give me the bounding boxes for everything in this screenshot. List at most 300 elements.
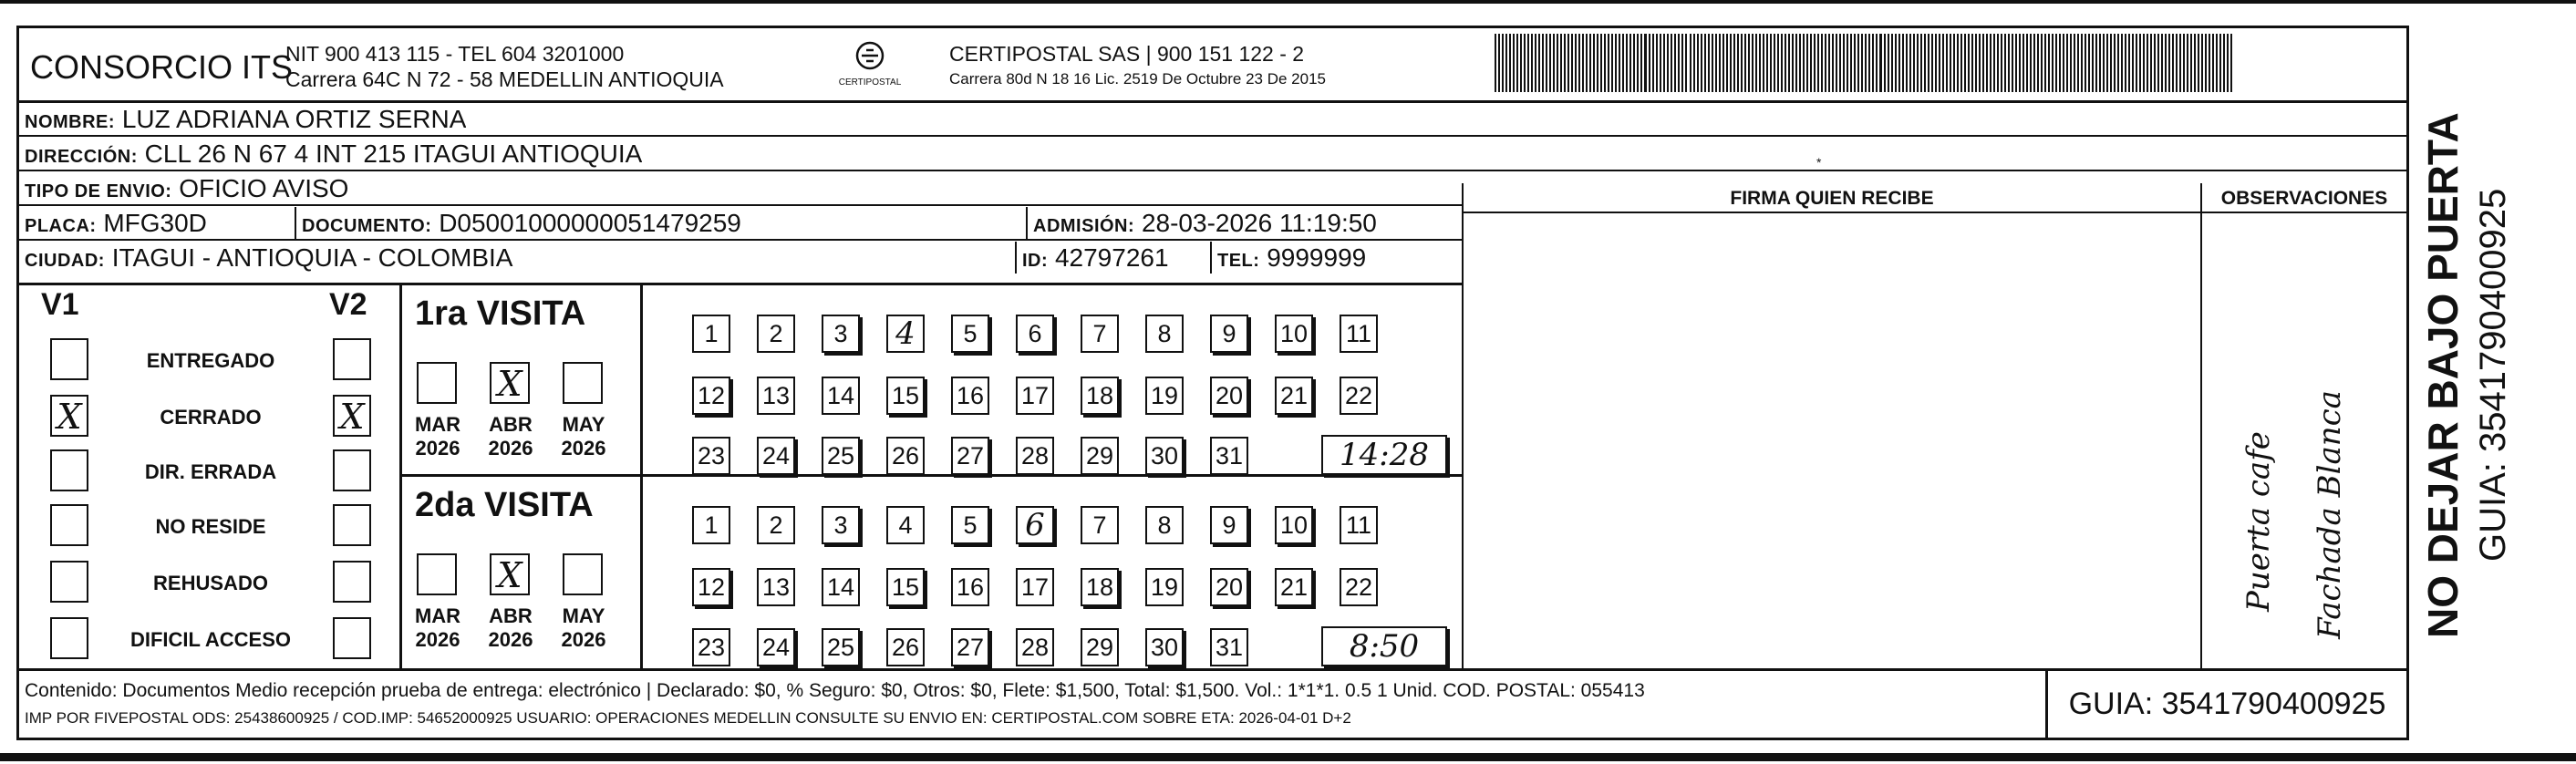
day-box-17[interactable]: 17	[1016, 568, 1054, 606]
barcode-bar	[1891, 34, 1893, 92]
barcode-bar	[1701, 34, 1702, 92]
barcode-bar	[1876, 34, 1878, 92]
barcode-bar	[2117, 34, 2119, 92]
barcode-bar	[1865, 34, 1867, 92]
day-box-13[interactable]: 13	[757, 568, 795, 606]
barcode-bar	[1505, 34, 1507, 92]
day-box-9[interactable]: 9	[1210, 315, 1248, 353]
contenido-line: Contenido: Documentos Medio recepción prueba de entrega: electrónico | Declarado: $0, % Seguro: $0, Otros: $0, Flete: $1,500, Total: $1,500. Vol.: 1*1*1. 0.5 1 Unid. COD. POSTAL: 055413	[25, 680, 1645, 701]
day-box-17[interactable]: 17	[1016, 377, 1054, 415]
barcode-bar	[1935, 34, 1937, 92]
barcode-bar	[1546, 34, 1547, 92]
barcode-bar	[1674, 34, 1676, 92]
second-visit-title: 2da VISITA	[415, 486, 594, 524]
day-box-7[interactable]: 7	[1081, 315, 1119, 353]
day-box-23[interactable]: 23	[692, 628, 730, 666]
barcode-bar	[1527, 34, 1529, 92]
day-box-24[interactable]: 24	[757, 628, 795, 666]
day-box-15[interactable]: 15	[886, 377, 925, 415]
v1-check-mark	[52, 563, 87, 601]
barcode-bar	[2106, 34, 2108, 92]
barcode-bar	[1872, 34, 1874, 92]
month-checkbox[interactable]	[417, 362, 457, 404]
month-year: 2026	[561, 437, 606, 459]
barcode-bar	[1608, 34, 1609, 92]
barcode-bar	[1704, 34, 1706, 92]
barcode-bar	[1839, 34, 1841, 92]
address-line: Carrera 64C N 72 - 58 MEDELLIN ANTIOQUIA	[285, 67, 724, 91]
barcode-bar	[2092, 34, 2094, 92]
first-visit-months	[402, 285, 643, 477]
barcode-bar	[1571, 34, 1573, 92]
barcode-bar	[1850, 34, 1852, 92]
barcode-bar	[1931, 34, 1933, 92]
day-box-15[interactable]: 15	[886, 568, 925, 606]
status-option-label: DIR. ERRADA	[144, 460, 277, 483]
month-label	[406, 413, 470, 460]
second-visit-panel	[402, 477, 1462, 668]
day-box-3[interactable]: 3	[822, 506, 860, 544]
day-box-11[interactable]: 11	[1340, 506, 1378, 544]
placa-value: MFG30D	[103, 209, 207, 237]
barcode-bar	[1535, 34, 1536, 92]
v2-checkbox[interactable]	[333, 449, 371, 491]
day-box-6[interactable]: 6	[1016, 315, 1054, 353]
ciudad-row	[19, 242, 1462, 285]
barcode-bar	[1843, 34, 1845, 92]
day-box-16[interactable]: 16	[951, 568, 989, 606]
v2-check-mark: X	[339, 397, 365, 437]
day-box-29[interactable]: 29	[1081, 437, 1119, 475]
first-visit-title: 1ra VISITA	[415, 294, 586, 333]
barcode-bar	[1825, 34, 1826, 92]
day-box-31[interactable]: 31	[1210, 437, 1248, 475]
day-box-28[interactable]: 28	[1016, 628, 1054, 666]
day-box-13[interactable]: 13	[757, 377, 795, 415]
month-checkbox[interactable]	[563, 553, 603, 595]
barcode-bar	[1622, 34, 1624, 92]
barcode-bar	[2168, 34, 2170, 92]
v2-checkbox[interactable]	[333, 561, 371, 603]
barcode-bar	[2161, 34, 2163, 92]
barcode-bar	[1557, 34, 1558, 92]
month-name: MAR	[414, 604, 461, 627]
day-box-14[interactable]: 14	[822, 377, 860, 415]
barcode-bar	[1763, 34, 1764, 92]
barcode-bar	[2209, 34, 2210, 92]
barcode-bar	[1663, 34, 1665, 92]
observaciones-column	[2200, 183, 2406, 668]
barcode-bar	[1913, 34, 1915, 92]
barcode-bar	[1708, 34, 1710, 92]
barcode-bar	[1597, 34, 1598, 92]
barcode-bar	[2033, 34, 2035, 92]
barcode-bar	[1777, 34, 1779, 92]
barcode-bar	[1832, 34, 1834, 92]
v1-check-mark: X	[57, 397, 82, 437]
barcode-bar	[1495, 34, 1496, 92]
barcode-bar	[1917, 34, 1919, 92]
day-box-16[interactable]: 16	[951, 377, 989, 415]
barcode-bar	[2190, 34, 2192, 92]
barcode-bar	[1810, 34, 1812, 92]
v2-check-mark	[335, 619, 369, 657]
barcode-bar	[1513, 34, 1515, 92]
nombre-row	[19, 103, 2406, 137]
id-label: ID:	[1022, 251, 1049, 271]
placa-label: PLACA:	[25, 216, 97, 236]
barcode-bar	[1719, 34, 1721, 92]
day-box-21[interactable]: 21	[1275, 377, 1313, 415]
barcode-bar	[1861, 34, 1863, 92]
barcode-bar	[1649, 34, 1650, 92]
barcode-bar	[1678, 34, 1680, 92]
month-check-mark	[564, 364, 601, 402]
barcode-bar	[1693, 34, 1695, 92]
brand-name: CONSORCIO ITS	[30, 48, 294, 86]
day-box-22[interactable]: 22	[1340, 377, 1378, 415]
status-option-label: ENTREGADO	[146, 349, 275, 372]
day-box-9[interactable]: 9	[1210, 506, 1248, 544]
barcode-bar	[1626, 34, 1628, 92]
barcode-bar	[1781, 34, 1783, 92]
day-box-10[interactable]: 10	[1275, 506, 1313, 544]
observacion-line-1: Puerta cafe	[2240, 431, 2277, 612]
day-box-25[interactable]: 25	[822, 437, 860, 475]
side-guia-number: GUIA: 3541790400925	[2473, 188, 2513, 562]
day-box-6[interactable]	[1016, 506, 1054, 544]
barcode-bar	[2063, 34, 2064, 92]
day-box-27[interactable]: 27	[951, 628, 989, 666]
day-box-1[interactable]: 1	[692, 506, 730, 544]
barcode-bar	[2205, 34, 2207, 92]
firma-column	[1462, 183, 2200, 668]
day-box-10[interactable]: 10	[1275, 315, 1313, 353]
day-box-3[interactable]: 3	[822, 315, 860, 353]
day-box-26[interactable]: 26	[886, 628, 925, 666]
barcode-bar	[1681, 34, 1683, 92]
barcode-bar	[2004, 34, 2006, 92]
id-value: 42797261	[1054, 243, 1169, 272]
month-check-mark: X	[497, 555, 522, 595]
barcode-bar	[2026, 34, 2028, 92]
barcode-bar	[2074, 34, 2075, 92]
month-year: 2026	[488, 437, 533, 459]
month-year: 2026	[415, 437, 460, 459]
barcode-bar	[2023, 34, 2024, 92]
v1-check-mark	[52, 619, 87, 657]
month-checkbox[interactable]	[417, 553, 457, 595]
visit-time-handwritten: 8:50	[1321, 626, 1447, 666]
day-box-30[interactable]: 30	[1145, 437, 1184, 475]
barcode-bar	[1895, 34, 1897, 92]
barcode-bar	[2176, 34, 2178, 92]
barcode-bar	[1770, 34, 1772, 92]
day-box-1[interactable]: 1	[692, 315, 730, 353]
direccion-value: CLL 26 N 67 4 INT 215 ITAGUI ANTIOQUIA	[144, 139, 643, 168]
barcode-bar	[1586, 34, 1588, 92]
barcode-bar	[1671, 34, 1672, 92]
barcode-bar	[1611, 34, 1613, 92]
ciudad-value: ITAGUI - ANTIOQUIA - COLOMBIA	[111, 243, 513, 272]
placa-row	[19, 207, 1462, 241]
barcode-bar	[1575, 34, 1577, 92]
barcode-bar	[2139, 34, 2141, 92]
barcode-bar	[1553, 34, 1555, 92]
barcode-bar	[1957, 34, 1959, 92]
barcode-bar	[2172, 34, 2174, 92]
barcode-bar	[1902, 34, 1904, 92]
month-name: MAY	[562, 413, 605, 436]
barcode-bar	[1755, 34, 1757, 92]
barcode-bar	[1549, 34, 1551, 92]
barcode-bar	[1774, 34, 1775, 92]
barcode-bar	[1803, 34, 1805, 92]
barcode-bar	[1744, 34, 1746, 92]
barcode-bar	[2019, 34, 2021, 92]
day-box-20[interactable]: 20	[1210, 377, 1248, 415]
barcode-bar	[2114, 34, 2116, 92]
barcode-bar	[1615, 34, 1617, 92]
first-visit-panel	[402, 285, 1462, 477]
day-box-25[interactable]: 25	[822, 628, 860, 666]
barcode-bar	[1538, 34, 1540, 92]
day-box-19[interactable]: 19	[1145, 377, 1184, 415]
barcode-bar	[1975, 34, 1977, 92]
month-check-mark	[564, 555, 601, 594]
barcode-bar	[1589, 34, 1591, 92]
day-box-5[interactable]: 5	[951, 315, 989, 353]
barcode-bar	[1752, 34, 1754, 92]
barcode-bar	[2154, 34, 2156, 92]
day-box-29[interactable]: 29	[1081, 628, 1119, 666]
barcode-bar	[1964, 34, 1966, 92]
barcode-bar	[2008, 34, 2010, 92]
barcode-bar	[2037, 34, 2039, 92]
barcode-bar	[1898, 34, 1900, 92]
day-box-21[interactable]: 21	[1275, 568, 1313, 606]
day-box-4[interactable]	[886, 315, 925, 353]
day-box-8[interactable]: 8	[1145, 315, 1184, 353]
barcode-bar	[1690, 34, 1691, 92]
barcode-bar	[1629, 34, 1631, 92]
barcode-bar	[1498, 34, 1500, 92]
month-label	[479, 413, 543, 460]
barcode-bar	[2223, 34, 2225, 92]
v2-checkbox[interactable]	[333, 617, 371, 659]
barcode-bar	[1633, 34, 1635, 92]
v2-check-mark	[335, 340, 369, 378]
day-box-28[interactable]: 28	[1016, 437, 1054, 475]
barcode-bar	[1854, 34, 1856, 92]
v2-check-mark	[335, 506, 369, 544]
barcode-bar	[1950, 34, 1951, 92]
nombre-label: NOMBRE:	[25, 112, 116, 132]
ciudad-label: CIUDAD:	[25, 251, 105, 271]
visit-time-handwritten: 14:28	[1321, 435, 1447, 475]
barcode-bar	[2128, 34, 2130, 92]
status-option-label: DIFICIL ACCESO	[129, 628, 291, 651]
barcode-bar	[1644, 34, 1647, 92]
month-label	[552, 413, 616, 460]
barcode-bar	[2143, 34, 2145, 92]
v2-checkbox[interactable]	[333, 338, 371, 380]
barcode-bar	[2001, 34, 2002, 92]
day-box-8[interactable]: 8	[1145, 506, 1184, 544]
v2-checkbox[interactable]	[333, 504, 371, 546]
day-box-24[interactable]: 24	[757, 437, 795, 475]
barcode-bar	[1946, 34, 1948, 92]
barcode-bar	[2099, 34, 2101, 92]
admision-value: 28-03-2026 11:19:50	[1141, 209, 1377, 237]
barcode-bar	[1785, 34, 1786, 92]
day-box-7[interactable]: 7	[1081, 506, 1119, 544]
barcode-bar	[1979, 34, 1981, 92]
barcode-bar	[1906, 34, 1908, 92]
day-box-2[interactable]: 2	[757, 506, 795, 544]
day-box-12[interactable]: 12	[692, 377, 730, 415]
page-bottom-rule	[0, 753, 2576, 761]
barcode-bar	[2216, 34, 2218, 92]
barcode-bar	[1909, 34, 1911, 92]
barcode-bar	[1939, 34, 1940, 92]
barcode-bar	[2015, 34, 2017, 92]
barcode-bar	[2066, 34, 2068, 92]
barcode-bar	[1578, 34, 1580, 92]
month-checkbox[interactable]	[563, 362, 603, 404]
barcode-bar	[1821, 34, 1823, 92]
month-label	[406, 604, 470, 652]
barcode-bar	[2230, 34, 2232, 92]
barcode-bar	[1799, 34, 1801, 92]
barcode-bar	[1712, 34, 1713, 92]
barcode-bar	[1715, 34, 1717, 92]
month-name: ABR	[489, 604, 533, 627]
v1-heading: V1	[41, 287, 79, 322]
barcode-bar	[1828, 34, 1830, 92]
barcode-bar	[1564, 34, 1566, 92]
day-box-5[interactable]: 5	[951, 506, 989, 544]
day-box-22[interactable]: 22	[1340, 568, 1378, 606]
barcode-bar	[2125, 34, 2126, 92]
day-box-31[interactable]: 31	[1210, 628, 1248, 666]
day-handwritten-mark: 6	[1025, 507, 1045, 543]
day-box-18[interactable]: 18	[1081, 568, 1119, 606]
month-check-mark	[419, 364, 455, 402]
day-box-26[interactable]: 26	[886, 437, 925, 475]
barcode-bar	[2055, 34, 2057, 92]
second-visit-months	[402, 477, 643, 668]
barcode-bar	[2110, 34, 2112, 92]
day-box-2[interactable]: 2	[757, 315, 795, 353]
tipo-envio-value: OFICIO AVISO	[179, 174, 349, 202]
month-check-mark	[419, 555, 455, 594]
barcode-bar	[1520, 34, 1522, 92]
month-name: MAY	[562, 604, 605, 627]
barcode-bar	[1652, 34, 1654, 92]
documento-label: DOCUMENTO:	[302, 216, 432, 236]
firma-header: FIRMA QUIEN RECIBE	[1464, 183, 2200, 213]
day-box-4[interactable]: 4	[886, 506, 925, 544]
barcode-bar	[1600, 34, 1602, 92]
day-box-19[interactable]: 19	[1145, 568, 1184, 606]
barcode-bar	[1542, 34, 1544, 92]
barcode-bar	[1942, 34, 1944, 92]
barcode-bar	[1792, 34, 1794, 92]
barcode-bar	[2136, 34, 2137, 92]
barcode-bar	[2088, 34, 2090, 92]
barcode-bar	[1730, 34, 1732, 92]
barcode-bar	[2219, 34, 2221, 92]
barcode-bar	[1516, 34, 1518, 92]
barcode-bar	[2165, 34, 2167, 92]
barcode-bar	[1971, 34, 1973, 92]
barcode-bar	[1857, 34, 1859, 92]
barcode-bar	[1836, 34, 1837, 92]
impresion-line: IMP POR FIVEPOSTAL ODS: 25438600925 / COD.IMP: 54652000925 USUARIO: OPERACIONES MEDELLIN CONSULTE SU ENVIO EN: CERTIPOSTAL.COM SOBRE ETA: 2026-04-01 D+2	[25, 709, 1351, 727]
barcode-bar	[1748, 34, 1750, 92]
tipo-envio-label: TIPO DE ENVIO:	[25, 181, 172, 201]
month-label	[552, 604, 616, 652]
barcode-bar	[1619, 34, 1620, 92]
page-top-rule	[0, 0, 2576, 4]
month-checkbox[interactable]	[490, 553, 530, 595]
barcode-bar	[1660, 34, 1661, 92]
direccion-label: DIRECCIÓN:	[25, 147, 138, 167]
barcode-bar	[2201, 34, 2203, 92]
barcode-bar	[2179, 34, 2181, 92]
guide-footer	[19, 668, 2406, 738]
footer-guia-number: GUIA: 3541790400925	[2045, 671, 2406, 738]
barcode-bar	[1847, 34, 1848, 92]
barcode-bar	[1968, 34, 1970, 92]
day-box-18[interactable]: 18	[1081, 377, 1119, 415]
barcode-bar	[1879, 34, 1882, 92]
barcode-bar	[1737, 34, 1739, 92]
day-box-23[interactable]: 23	[692, 437, 730, 475]
status-option-label: NO RESIDE	[155, 515, 266, 538]
status-option-label: REHUSADO	[153, 572, 268, 594]
month-checkbox[interactable]	[490, 362, 530, 404]
observaciones-header: OBSERVACIONES	[2202, 183, 2406, 213]
side-panel	[2407, 112, 2571, 638]
day-box-11[interactable]: 11	[1340, 315, 1378, 353]
day-box-14[interactable]: 14	[822, 568, 860, 606]
v2-checkbox[interactable]	[333, 395, 371, 437]
tipo-envio-row	[19, 172, 1462, 206]
month-name: ABR	[489, 413, 533, 436]
seal-text: CERTIPOSTAL	[838, 77, 902, 88]
barcode-bar	[1868, 34, 1870, 92]
barcode-bar	[2012, 34, 2013, 92]
barcode-bar	[1733, 34, 1735, 92]
barcode-bar	[1567, 34, 1569, 92]
scan-speck: *	[1816, 155, 1822, 170]
v2-check-mark	[335, 563, 369, 601]
day-box-12[interactable]: 12	[692, 568, 730, 606]
barcode	[1495, 34, 2240, 92]
barcode-bar	[1924, 34, 1926, 92]
tel-label: TEL:	[1217, 251, 1260, 271]
barcode-bar	[1502, 34, 1504, 92]
month-name: MAR	[414, 413, 461, 436]
day-box-30[interactable]: 30	[1145, 628, 1184, 666]
v1-check-mark	[52, 506, 87, 544]
barcode-bar	[1604, 34, 1606, 92]
day-box-27[interactable]: 27	[951, 437, 989, 475]
day-box-20[interactable]: 20	[1210, 568, 1248, 606]
barcode-bar	[1759, 34, 1761, 92]
